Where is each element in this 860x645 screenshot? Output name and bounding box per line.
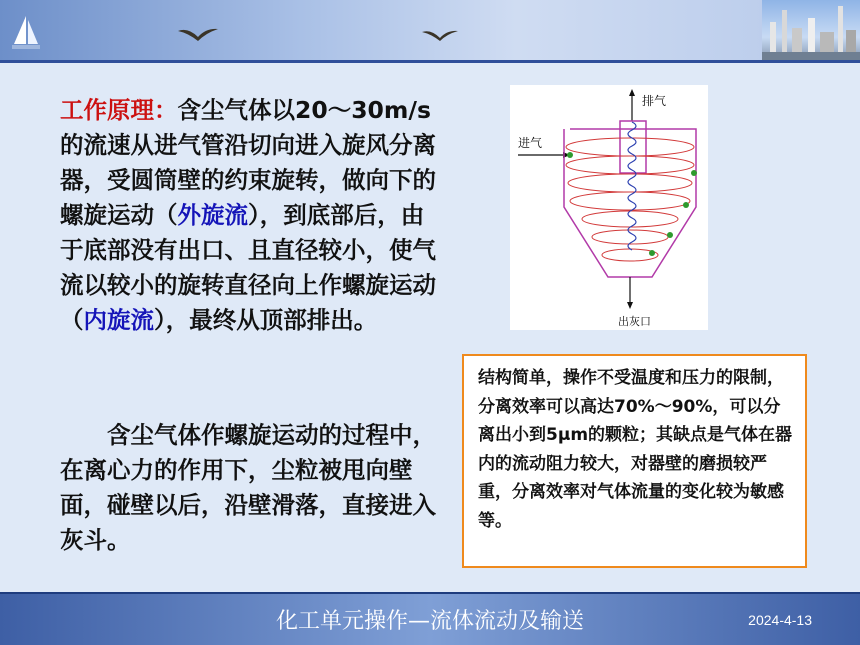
exhaust-label: 排气 [642, 94, 667, 108]
seagull-icon-2 [420, 27, 460, 47]
footer-title: 化工单元操作—流体流动及输送 [275, 609, 584, 634]
outer-vortex-term: 外旋流 [177, 201, 248, 229]
principle-heading: 工作原理： [60, 96, 178, 124]
principle-paragraph [60, 93, 445, 338]
separation-paragraph: 含尘气体作螺旋运动的过程中，在离心力的作用下，尘粒被甩向壁面，碰壁以后，沿壁滑落，直接进入灰斗。 [60, 421, 436, 554]
inlet-label: 进气 [518, 136, 543, 150]
cyclone-diagram [510, 85, 708, 330]
sailboat-icon [12, 14, 42, 54]
refinery-photo [762, 0, 860, 62]
summary-note-box: 结构简单，操作不受温度和压力的限制，分离效率可以高达70%～90%，可以分离出小到5μm的颗粒；其缺点是气体在器内的流动阻力较大，对器壁的磨损较严重，分离效率对气体流量的变化较为敏感等。 [462, 354, 807, 568]
outlet-label: 出灰口 [618, 315, 651, 328]
principle-text-3: ），最终从顶部排出。 [154, 306, 378, 334]
principle-text-2: ），到底部后，由于底部没有出口、且直径较小，使气流以较小的旋转直径向上作螺旋运动（ [60, 201, 436, 334]
header-band [0, 0, 860, 62]
inner-vortex-term: 内旋流 [83, 306, 154, 334]
footer-date: 2024-4-13 [748, 612, 812, 628]
cyclone-outline [564, 129, 696, 277]
principle-text-1: 含尘气体以20～30m/s的流速从进气管沿切向进入旋风分离器，受圆筒壁的约束旋转，做向下的螺旋运动（ [60, 96, 436, 229]
seagull-icon [176, 25, 220, 47]
